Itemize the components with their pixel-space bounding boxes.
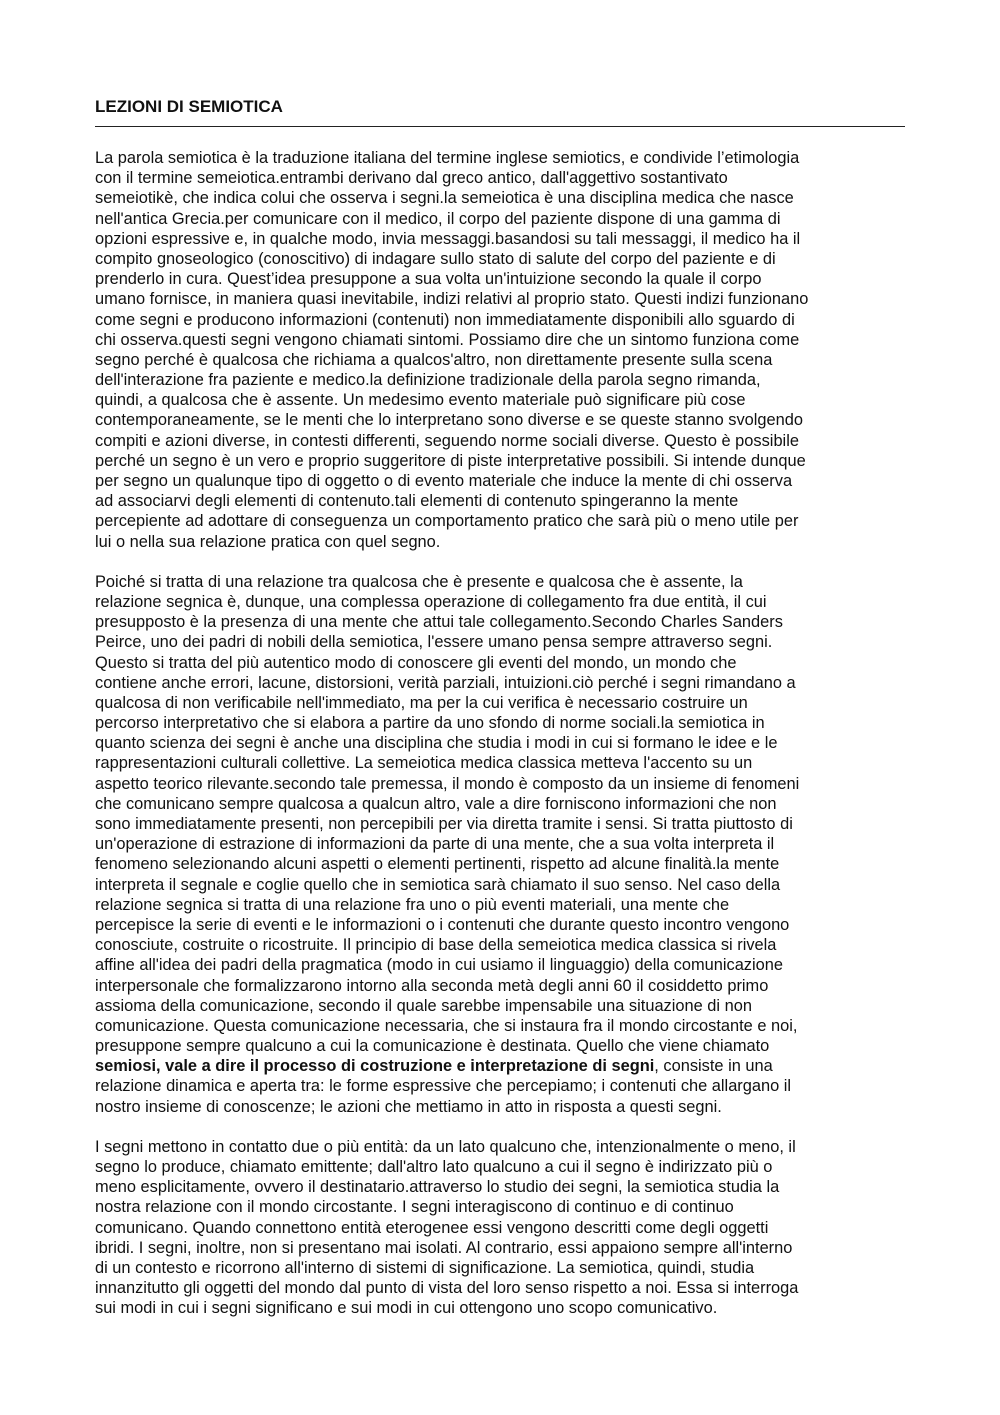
text-line: presupposto è la presenza di una mente che attui tale collegamento.Secondo Charles Sanders [95,613,783,632]
text-line: come segni e producono informazioni (contenuti) non immediatamente disponibili allo sguardo di [95,310,795,329]
text-line: meno esplicitamente, ovvero il destinatario.attraverso lo studio dei segni, la semiotica studia la [95,1178,780,1197]
text-line: nostra relazione con il mondo circostante. I segni interagiscono di continuo e di continuo [95,1198,734,1217]
text-line: presuppone sempre qualcuno a cui la comunicazione è destinata. Quello che viene chiamato [95,1037,770,1056]
text-line: perché un segno è un vero e proprio suggeritore di piste interpretative possibili. Si intende dunque [95,451,806,470]
text-line: dell'interazione fra paziente e medico.la definizione tradizionale della parola segno rimanda, [95,371,761,390]
text-line: lui o nella sua relazione pratica con quel segno. [95,532,441,551]
bold-definition: semiosi, vale a dire il processo di costruzione e interpretazione di segni [95,1057,655,1076]
paragraph-1 [95,148,905,552]
text-line: con il termine semeiotica.entrambi derivano dal greco antico, dall'aggettivo sostantivato [95,169,728,188]
text-line: relazione segnica si tratta di una relazione fra uno o più eventi materiali, una mente che [95,895,730,914]
text-line: percorso interpretativo che si elabora a partire da uno sfondo di norme sociali.la semiotica in [95,714,765,733]
text-line: quanto scienza dei segni è anche una disciplina che studia i modi in cui si formano le idee e le [95,734,778,753]
text-line: segno lo produce, chiamato emittente; dall'altro lato qualcuno a cui il segno è indirizzato più o [95,1158,773,1176]
text-fragment: , consiste in una [654,1057,773,1076]
text-line: ibridi. I segni, inoltre, non si presentano mai isolati. Al contrario, essi appaiono sempre all'interno [95,1238,793,1257]
text-line: compiti e azioni diverse, in contesti differenti, seguendo norme sociali diverse. Questo è possibile [95,431,799,450]
text-line: prenderlo in cura. Quest’idea presuppone a sua volta un'intuizione secondo la quale il corpo [95,270,762,289]
text-line: contemporaneamente, se le menti che lo interpretano sono diverse e se queste stanno svolgendo [95,411,803,430]
text-line: relazione dinamica e aperta tra: le forme espressive che percepiamo; i contenuti che allargano il [95,1077,792,1096]
text-line: nostro insieme di conoscenze; le azioni che mettiamo in atto in risposta a questi segni. [95,1097,722,1116]
text-line: umano fornisce, in maniera quasi inevitabile, indizi relativi al proprio stato. Questi indizi funzionano [95,290,809,309]
text-line: ad associarvi degli elementi di contenuto.tali elementi di contenuto spingeranno la mente [95,492,739,511]
text-line: La parola semiotica è la traduzione italiana del termine inglese semiotics, e condivide l’etimologia [95,149,800,167]
text-line: semeiotikè, che indica colui che osserva i segni.la semeiotica è una disciplina medica che nasce [95,189,794,208]
text-line: relazione segnica è, dunque, una complessa operazione di collegamento fra due entità, il cui [95,592,767,611]
text-line: Peirce, uno dei padri di nobili della semiotica, l'essere umano pensa sempre attraverso segni. [95,633,773,652]
text-line: interpreta il segnale e coglie quello che in semiotica sarà chiamato il suo senso. Nel caso della [95,875,781,894]
text-line: qualcosa di non verificabile nell'immediato, ma per la cui verifica è necessario costruire un [95,693,748,712]
text-line: conosciute, costruite o ricostruite. Il principio di base della semeiotica medica classica si rivela [95,936,777,955]
text-line: di un contesto e ricorrono all'interno di sistemi di significazione. La semiotica, quindi, studia [95,1258,755,1277]
document-page [95,96,905,1319]
text-line: fenomeno selezionando alcuni aspetti o elementi pertinenti, rispetto ad alcune finalità.la mente [95,855,780,874]
text-line: affine all'idea dei padri della pragmatica (modo in cui usiamo il linguaggio) della comunicazione [95,956,783,975]
text-line: comunicano. Quando connettono entità eterogenee essi vengono descritti come degli oggetti [95,1218,769,1237]
text-line: comunicazione. Questa comunicazione necessaria, che si instaura fra il mondo circostante e noi, [95,1016,798,1035]
text-line: compito gnoseologico (conoscitivo) di indagare sullo stato di salute del corpo del paziente e di [95,249,776,268]
text-line: Poiché si tratta di una relazione tra qualcosa che è presente e qualcosa che è assente, la [95,572,743,591]
text-line: sono immediatamente presenti, non percepibili per via diretta tramite i sensi. Si tratta piuttosto di [95,815,793,833]
text-line: percepisce la serie di eventi e le informazioni o i contenuti che durante questo incontro vengono [95,915,790,934]
text-line: opzioni espressive e, in qualche modo, invia messaggi.basandosi su tali messaggi, il medico ha il [95,229,801,248]
text-line: quindi, a qualcosa che è assente. Un medesimo evento materiale può significare più cose [95,391,746,410]
text-line: per segno un qualunque tipo di oggetto o di evento materiale che induce la mente di chi osserva [95,472,793,490]
text-line: segno perché è qualcosa che richiama a qualcos'altro, non direttamente presente sulla scena [95,350,773,369]
paragraph-3 [95,1137,905,1319]
page-title: LEZIONI DI SEMIOTICA [95,96,905,127]
text-line: aspetto teorico rilevante.secondo tale premessa, il mondo è composto da un insieme di fenomeni [95,774,800,793]
text-line: I segni mettono in contatto due o più entità: da un lato qualcuno che, intenzionalmente o meno, il [95,1137,796,1156]
text-line-emphasis [95,1056,905,1076]
text-line: un'operazione di estrazione di informazioni da parte di una mente, che a sua volta interpreta il [95,835,775,854]
text-line: contiene anche errori, lacune, distorsioni, verità parziali, intuizioni.ciò perché i segni rimandano a [95,673,796,692]
text-line: che comunicano sempre qualcosa a qualcun altro, vale a dire forniscono informazioni che non [95,794,777,813]
text-line: interpersonale che formalizzarono intorno alla seconda metà degli anni 60 il cosiddetto primo [95,976,769,995]
text-line: sui modi in cui i segni significano e sui modi in cui ottengono uno scopo comunicativo. [95,1299,718,1318]
text-line: percepiente ad adottare di conseguenza un comportamento pratico che sarà più o meno utile per [95,512,799,531]
text-line: chi osserva.questi segni vengono chiamati sintomi. Possiamo dire che un sintomo funziona come [95,330,800,349]
text-line: nell'antica Grecia.per comunicare con il medico, il corpo del paziente dispone di una gamma di [95,209,781,228]
paragraph-2 [95,572,905,1117]
text-line: assioma della comunicazione, secondo il quale sarebbe impensabile una situazione di non [95,996,752,1015]
text-line: rappresentazioni culturali collettive. La semeiotica medica classica metteva l'accento su un [95,754,753,773]
text-line: innanzitutto gli oggetti del mondo dal punto di vista del loro senso rispetto a noi. Essa si interroga [95,1279,799,1298]
text-line: Questo si tratta del più autentico modo di conoscere gli eventi del mondo, un mondo che [95,653,737,672]
